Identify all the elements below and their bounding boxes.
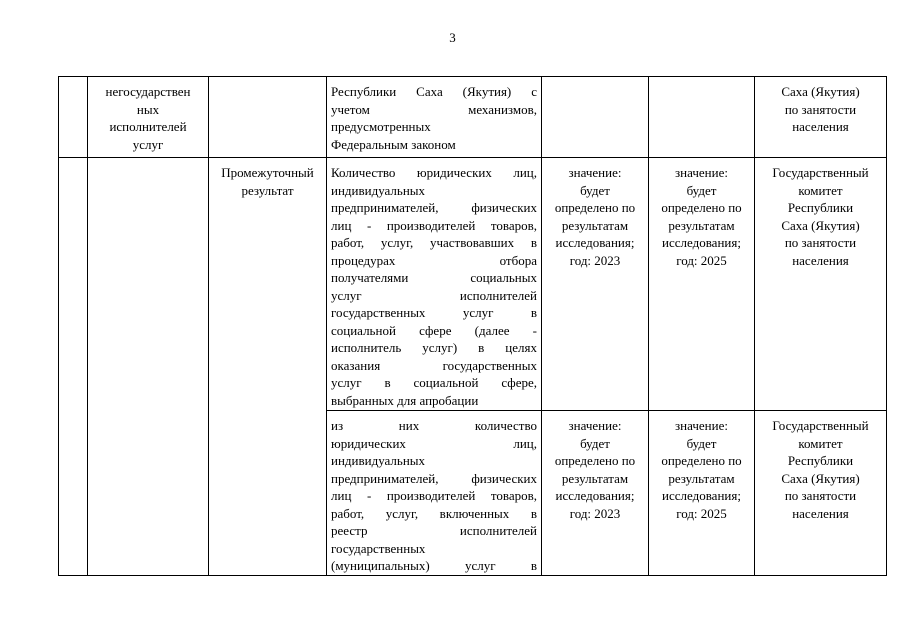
- value-line: будет: [580, 435, 610, 451]
- value-line: значение:: [675, 165, 728, 180]
- indicator-line: лиц - производителей товаров,: [331, 488, 537, 503]
- value-line: будет: [686, 182, 717, 198]
- value-line: результатам: [561, 470, 629, 486]
- responsible-cell: [755, 158, 887, 411]
- responsible-line: Республики: [787, 453, 854, 468]
- value-line: исследования;: [662, 235, 741, 250]
- table-row: [59, 158, 887, 411]
- value-2025-cell: [649, 411, 755, 576]
- value-line: определено по: [661, 453, 742, 468]
- responsible-line: Республики: [787, 200, 854, 215]
- responsible-line: по занятости: [784, 235, 857, 250]
- executor-type-line: ных: [136, 101, 160, 117]
- responsible-cell: [755, 411, 887, 576]
- responsible-line: Саха (Якутия): [781, 470, 860, 486]
- responsible-line: по занятости: [784, 101, 857, 117]
- value-line: результатам: [668, 470, 735, 486]
- value-2023-cell: [542, 77, 649, 158]
- executor-type-line: исполнителей: [109, 119, 187, 134]
- value-line: значение:: [568, 165, 622, 180]
- responsible-line: населения: [792, 505, 849, 521]
- indicator-line: получателями социальных: [331, 270, 537, 285]
- value-line: значение:: [675, 418, 728, 433]
- indicator-line: работ, услуг, участвовавших в: [331, 235, 537, 250]
- responsible-line: населения: [792, 119, 849, 134]
- indicator-line: Республики Саха (Якутия) с: [331, 84, 537, 99]
- value-2025-cell: [649, 158, 755, 411]
- result-type-cell: [209, 77, 327, 158]
- indicator-cell: [327, 77, 542, 158]
- indicator-line: индивидуальных: [331, 453, 426, 468]
- value-line: год: 2025: [676, 252, 727, 268]
- responsible-line: комитет: [798, 182, 843, 198]
- indicator-line: услуг исполнителей: [331, 287, 537, 303]
- responsible-line: комитет: [798, 435, 843, 451]
- responsible-line: населения: [792, 252, 849, 268]
- indicator-line: социальной сфере (далее -: [331, 322, 537, 338]
- value-line: исследования;: [555, 488, 635, 503]
- result-type-label: Промежуточный результат: [221, 165, 314, 198]
- value-line: определено по: [554, 453, 636, 468]
- responsible-line: Саха (Якутия): [781, 84, 860, 99]
- number-cell: [59, 158, 88, 576]
- indicator-cell: [327, 411, 542, 576]
- value-line: год: 2023: [569, 252, 621, 268]
- executor-type-cell: [88, 77, 209, 158]
- indicator-line: государственных услуг в: [331, 305, 537, 320]
- value-line: исследования;: [662, 488, 741, 503]
- indicator-line: оказания государственных: [331, 357, 537, 373]
- executor-type-line: негосударствен: [105, 84, 191, 99]
- responsible-line: Государственный: [772, 418, 869, 433]
- value-line: будет: [686, 435, 717, 451]
- indicator-line: индивидуальных: [331, 182, 426, 198]
- value-line: год: 2023: [569, 505, 621, 521]
- responsible-line: по занятости: [784, 488, 857, 503]
- indicator-line: выбранных для апробации: [331, 392, 479, 408]
- number-cell: [59, 77, 88, 158]
- indicator-line: услуг в социальной сфере,: [331, 375, 537, 390]
- value-2023-cell: [542, 411, 649, 576]
- indicator-line: реестр исполнителей: [331, 523, 537, 538]
- indicator-line: юридических лиц,: [331, 435, 537, 451]
- indicator-line: предусмотренных: [331, 119, 431, 134]
- indicator-line: Количество юридических лиц,: [331, 165, 537, 180]
- value-line: исследования;: [555, 235, 635, 250]
- value-2023-cell: [542, 158, 649, 411]
- value-line: будет: [580, 182, 610, 198]
- indicator-cell: [327, 158, 542, 411]
- indicator-line: учетом механизмов,: [331, 101, 537, 117]
- indicator-line: государственных: [331, 540, 426, 556]
- responsible-cell: [755, 77, 887, 158]
- value-line: определено по: [554, 200, 636, 215]
- indicator-line: предпринимателей, физических: [331, 470, 537, 486]
- executor-type-line: услуг: [132, 136, 164, 152]
- value-line: год: 2025: [676, 505, 727, 521]
- value-line: результатам: [668, 217, 735, 233]
- indicator-line: исполнитель услуг) в целях: [331, 340, 537, 355]
- value-line: значение:: [568, 418, 622, 433]
- value-line: определено по: [661, 200, 742, 215]
- indicator-line: лиц - производителей товаров,: [331, 217, 537, 233]
- table-row: [59, 77, 887, 158]
- indicator-line: из них количество: [331, 418, 537, 433]
- responsible-line: Государственный: [772, 165, 869, 180]
- executor-type-cell: [88, 158, 209, 576]
- indicator-line: работ, услуг, включенных в: [331, 505, 537, 521]
- responsible-line: Саха (Якутия): [781, 217, 860, 233]
- indicator-line: Федеральным законом: [331, 136, 456, 152]
- indicator-line: предпринимателей, физических: [331, 200, 537, 215]
- indicator-line: процедурах отбора: [331, 252, 537, 268]
- indicators-table: [58, 76, 887, 576]
- indicator-line: (муниципальных) услуг в: [331, 558, 537, 573]
- value-2025-cell: [649, 77, 755, 158]
- value-line: результатам: [561, 217, 629, 233]
- result-type-cell: [209, 158, 327, 576]
- page-number: 3: [449, 30, 456, 45]
